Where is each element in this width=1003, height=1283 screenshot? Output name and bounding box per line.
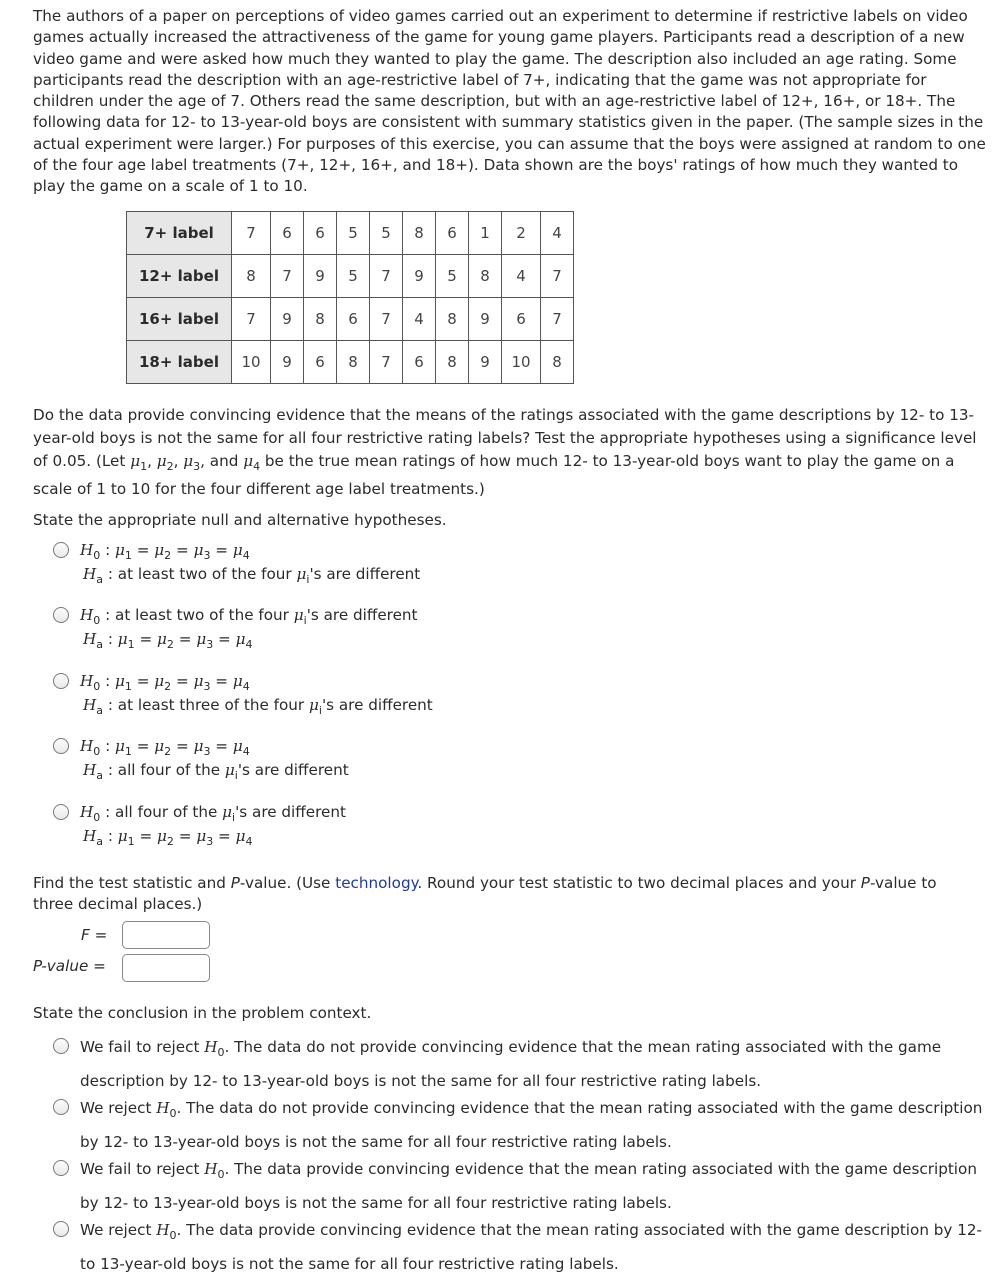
table-cell: 2 — [502, 212, 541, 255]
p-value-label — [33, 957, 106, 975]
conclusion-start: We reject — [80, 1099, 157, 1117]
technology-link[interactable]: technology — [335, 874, 418, 892]
table-cell: 7 — [541, 255, 574, 298]
find-after2: -value to three decimal places.) — [33, 874, 937, 913]
table-cell: 6 — [304, 212, 337, 255]
null-hypothesis: $H_0$ : $\mu_1 = \mu_2 = \mu_3 = \mu_4$ — [80, 541, 250, 563]
table-cell: 7 — [370, 298, 403, 341]
find-statistic-prompt — [33, 873, 973, 915]
table-cell: 8 — [232, 255, 271, 298]
table-cell: 8 — [337, 341, 370, 384]
table-cell: 7 — [370, 255, 403, 298]
conclusion-text: We reject $H_0$. The data provide convincing evidence that the mean rating associated with the game description by 12- to 13-year-old boys is not the same for all four restrictive rating labels. — [80, 1221, 983, 1274]
conclusion-rest: . The data provide convincing evidence that the mean rating associated with the game description by 12- to 13-year-old boys is not the same for all four restrictive rating labels. — [80, 1221, 983, 1274]
question-part1: Do the data provide convincing evidence that the means of the ratings associated with the game descriptions by 12- to 13-year-old boys is not the same for all four restrictive rating labels? Test the appropriate hypotheses using a significance level of 0.05. (Let — [33, 406, 977, 470]
table-cell: 9 — [469, 341, 502, 384]
table-cell: 4 — [541, 212, 574, 255]
null-hypothesis: $H_0$ : at least two of the four $\mu_i's$ are different — [80, 606, 418, 628]
table-cell: 1 — [469, 212, 502, 255]
table-cell: 8 — [436, 298, 469, 341]
table-cell: 7 — [370, 341, 403, 384]
conclusion-rest: . The data do not provide convincing evidence that the mean rating associated with the game description by 12- to 13-year-old boys is not the same for all four restrictive rating labels. — [80, 1038, 942, 1091]
table-row — [127, 255, 574, 298]
table-cell: 10 — [502, 341, 541, 384]
table-row — [127, 298, 574, 341]
table-cell: 5 — [337, 212, 370, 255]
table-cell: 9 — [271, 298, 304, 341]
state-hypotheses-prompt: State the appropriate null and alternative hypotheses. — [33, 511, 447, 529]
radio-button[interactable] — [53, 738, 69, 754]
table-cell: 8 — [541, 341, 574, 384]
table-cell: 7 — [271, 255, 304, 298]
table-cell: 6 — [271, 212, 304, 255]
table-cell: 9 — [403, 255, 436, 298]
question-part2: be the true mean ratings of how much 12- to 13-year-old boys want to play the game on a scale of 1 to 10 for the four different age label treatments.) — [33, 452, 955, 499]
table-cell: 9 — [469, 298, 502, 341]
question-text: Do the data provide convincing evidence that the means of the ratings associated with the game descriptions by 12- to 13-year-old boys is not the same for all four restrictive rating labels? Test the appropriate hypotheses using a significance level of 0.05. (Let $\mu_1$, $\mu_2$, $\mu_3$, and $\mu_4$ be the true mean ratings of how much 12- to 13-year-old boys want to play the game on a scale of 1 to 10 for the four different age label treatments.) — [33, 406, 977, 499]
alternative-hypothesis: $H_a$ : all four of the $\mu_i's$ are different — [83, 761, 349, 783]
radio-button[interactable] — [53, 1160, 69, 1176]
table-cell: 6 — [502, 298, 541, 341]
f-label — [81, 926, 107, 944]
null-hypothesis: $H_0$ : $\mu_1 = \mu_2 = \mu_3 = \mu_4$ — [80, 737, 250, 759]
conclusion-text: We fail to reject $H_0$. The data provide convincing evidence that the mean rating associated with the game description by 12- to 13-year-old boys is not the same for all four restrictive rating labels. — [80, 1160, 977, 1213]
table-cell: 7 — [541, 298, 574, 341]
table-cell: 7 — [232, 212, 271, 255]
radio-button[interactable] — [53, 1099, 69, 1115]
radio-button[interactable] — [53, 1221, 69, 1237]
radio-button[interactable] — [53, 673, 69, 689]
table-cell: 6 — [337, 298, 370, 341]
table-cell: 4 — [502, 255, 541, 298]
p-value-input[interactable] — [122, 954, 210, 982]
conclusion-start: We reject — [80, 1221, 157, 1239]
row-label: 16+ label — [127, 298, 232, 341]
conclusion-rest: . The data do not provide convincing evidence that the mean rating associated with the game description by 12- to 13-year-old boys is not the same for all four restrictive rating labels. — [80, 1099, 983, 1152]
row-label: 18+ label — [127, 341, 232, 384]
find-after1: . Round your test statistic to two decimal places and your — [417, 874, 861, 892]
p-equals: = — [93, 957, 106, 975]
table-cell: 8 — [403, 212, 436, 255]
table-cell: 5 — [436, 255, 469, 298]
conclusion-text: We fail to reject $H_0$. The data do not provide convincing evidence that the mean rating associated with the game description by 12- to 13-year-old boys is not the same for all four restrictive rating labels. — [80, 1038, 942, 1091]
table-cell: 6 — [403, 341, 436, 384]
conclusion-start: We fail to reject — [80, 1160, 205, 1178]
find-p-italic: P — [230, 874, 240, 892]
ratings-table — [126, 211, 574, 384]
alternative-hypothesis: $H_a$ : $\mu_1 = \mu_2 = \mu_3 = \mu_4$ — [83, 827, 253, 849]
table-cell: 10 — [232, 341, 271, 384]
f-statistic-input[interactable] — [122, 921, 210, 949]
p-label-text: P-value — [33, 957, 89, 975]
table-cell: 5 — [337, 255, 370, 298]
table-cell: 8 — [304, 298, 337, 341]
alternative-hypothesis: $H_a$ : $\mu_1 = \mu_2 = \mu_3 = \mu_4$ — [83, 630, 253, 652]
radio-button[interactable] — [53, 804, 69, 820]
table-cell: 8 — [436, 341, 469, 384]
radio-button[interactable] — [53, 542, 69, 558]
table-cell: 6 — [436, 212, 469, 255]
conclusion-start: We fail to reject — [80, 1038, 205, 1056]
table-row — [127, 212, 574, 255]
null-hypothesis: $H_0$ : all four of the $\mu_i's$ are different — [80, 803, 346, 825]
null-hypothesis: $H_0$ : $\mu_1 = \mu_2 = \mu_3 = \mu_4$ — [80, 672, 250, 694]
conclusion-text: We reject $H_0$. The data do not provide convincing evidence that the mean rating associated with the game description by 12- to 13-year-old boys is not the same for all four restrictive rating labels. — [80, 1099, 983, 1152]
alternative-hypothesis: $H_a$ : at least three of the four $\mu_i's$ are different — [83, 696, 433, 718]
find-before: Find the test statistic and — [33, 874, 231, 892]
table-cell: 9 — [271, 341, 304, 384]
table-cell: 6 — [304, 341, 337, 384]
table-cell: 5 — [370, 212, 403, 255]
conclusion-prompt: State the conclusion in the problem context. — [33, 1004, 372, 1022]
row-label: 7+ label — [127, 212, 232, 255]
row-label: 12+ label — [127, 255, 232, 298]
f-equals: = — [94, 926, 108, 944]
f-label-text: F — [81, 926, 90, 944]
conclusion-rest: . The data provide convincing evidence that the mean rating associated with the game description by 12- to 13-year-old boys is not the same for all four restrictive rating labels. — [80, 1160, 977, 1213]
problem-intro: The authors of a paper on perceptions of video games carried out an experiment to determine if restrictive labels on video games actually increased the attractiveness of the game for young game players. Participants read a description of a new video game and were asked how much they wanted to play the game. The description also included an age rating. Some participants read the description with an age-restrictive label of 7+, indicating that the game was not appropriate for children under the age of 7. Others read the same description, but with an age-restrictive label of 12+, 16+, or 18+. The following data for 12- to 13-year-old boys are consistent with summary statistics given in the paper. (The sample sizes in the actual experiment were larger.) For purposes of this exercise, you can assume that the boys were assigned at random to one of the four age label treatments (7+, 12+, 16+, and 18+). Data shown are the boys' ratings of how much they wanted to play the game on a scale of 1 to 10. — [33, 7, 986, 196]
table-cell: 9 — [304, 255, 337, 298]
table-cell: 7 — [232, 298, 271, 341]
table-row — [127, 341, 574, 384]
radio-button[interactable] — [53, 607, 69, 623]
alternative-hypothesis: $H_a$ : at least two of the four $\mu_i's$ are different — [83, 565, 421, 587]
find-mid: -value. (Use — [239, 874, 336, 892]
radio-button[interactable] — [53, 1038, 69, 1054]
table-cell: 4 — [403, 298, 436, 341]
find-p-italic-2: P — [860, 874, 870, 892]
table-cell: 8 — [469, 255, 502, 298]
